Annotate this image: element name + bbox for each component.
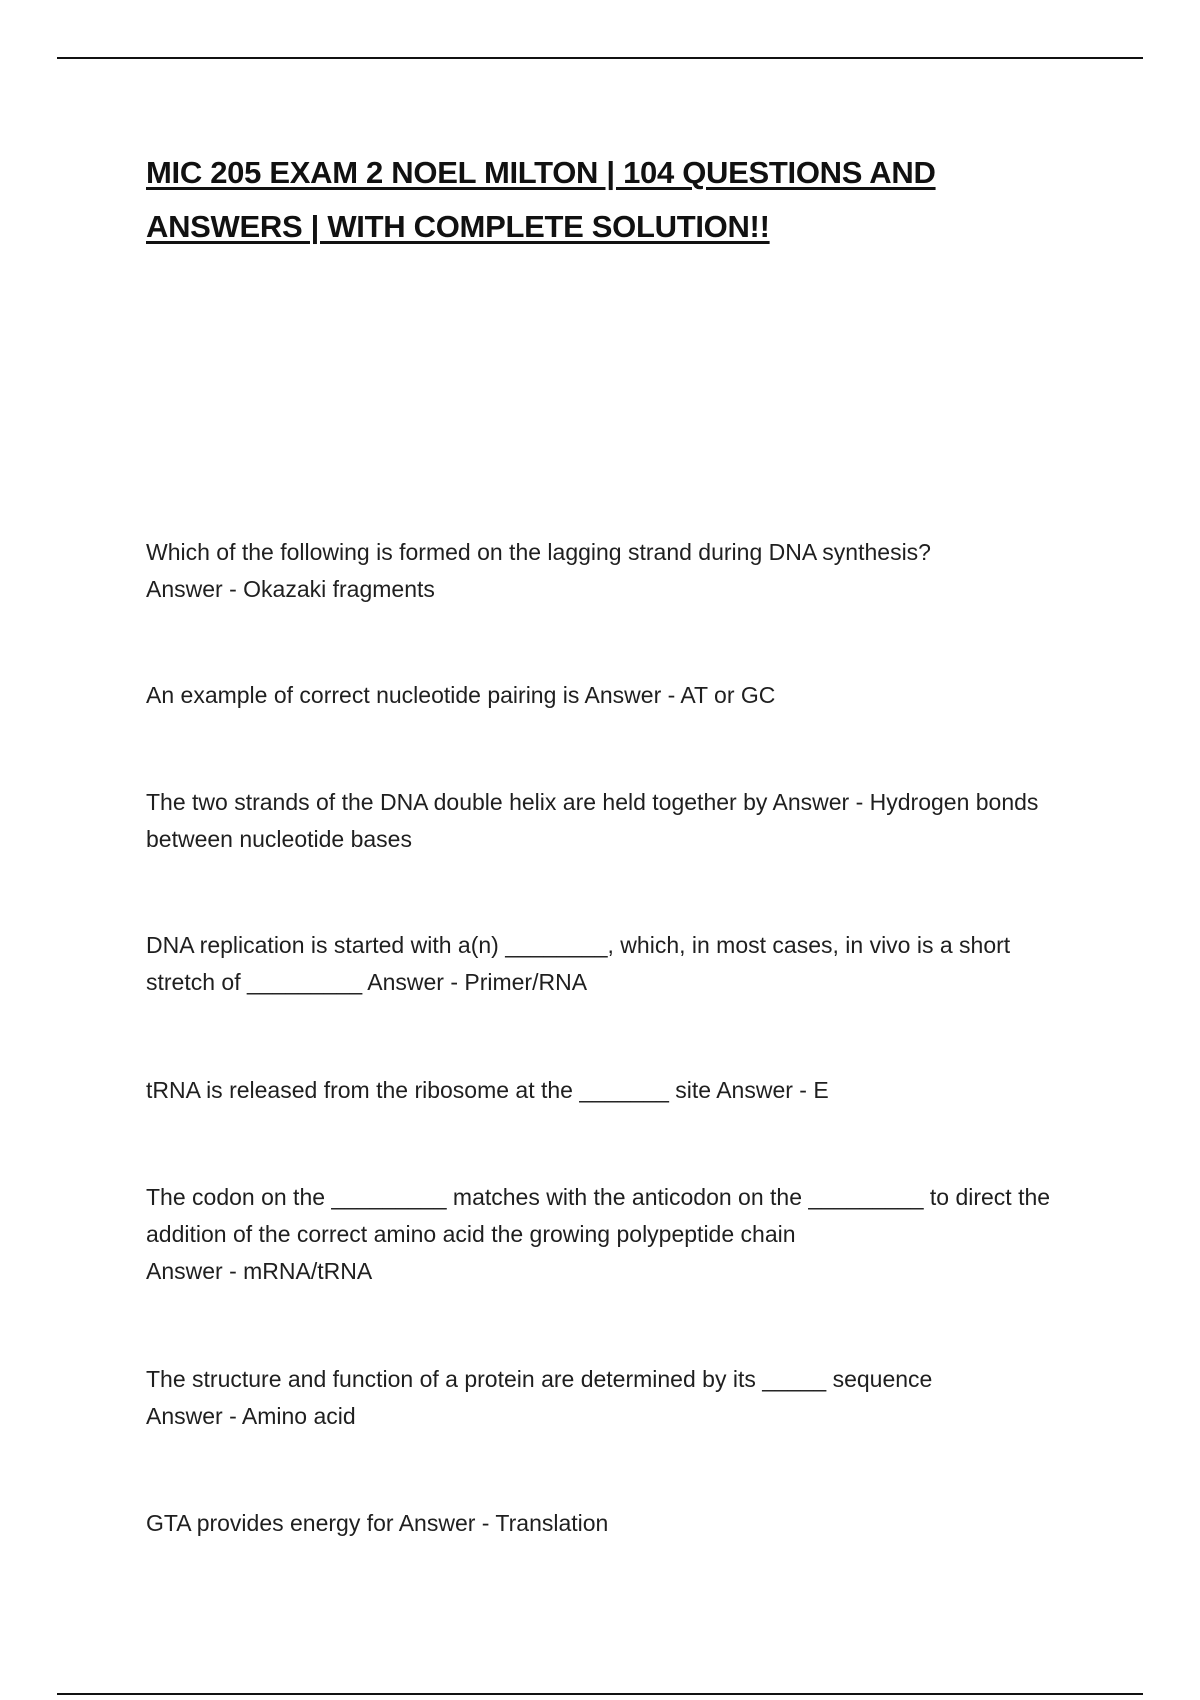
qa-item-1 — [146, 534, 1076, 608]
qa-item-3 — [146, 784, 1076, 858]
answer-text: Answer - Amino acid — [146, 1403, 356, 1429]
question-text: An example of correct nucleotide pairing is — [146, 682, 585, 708]
qa-item-2 — [146, 677, 1076, 714]
qa-item-7 — [146, 1361, 1076, 1435]
answer-text: Answer - Okazaki fragments — [146, 576, 435, 602]
top-rule — [57, 57, 1143, 59]
qa-item-8 — [146, 1505, 1076, 1542]
question-text: DNA replication is started with a(n) ________, which, in most cases, in vivo is a short stretch of _________ — [146, 932, 1011, 995]
qa-item-4 — [146, 927, 1076, 1001]
answer-text: Answer - E — [716, 1077, 829, 1103]
answer-text: Answer - AT or GC — [584, 682, 776, 708]
question-text: The structure and function of a protein are determined by its _____ sequence — [146, 1366, 933, 1392]
question-text: Which of the following is formed on the lagging strand during DNA synthesis? — [146, 539, 931, 565]
question-text: tRNA is released from the ribosome at the _______ site — [146, 1077, 717, 1103]
question-text: The codon on the _________ matches with the anticodon on the _________ to direct the addition of the correct amino acid the growing polypeptide chain — [146, 1184, 1051, 1247]
answer-text: Answer - Hydrogen bonds between nucleotide bases — [146, 789, 1039, 852]
qa-item-6 — [146, 1179, 1076, 1290]
answer-text: Answer - mRNA/tRNA — [146, 1258, 373, 1284]
qa-item-5 — [146, 1072, 1076, 1109]
question-text: The two strands of the DNA double helix are held together by — [146, 789, 773, 815]
bottom-rule — [57, 1693, 1143, 1695]
document-title: MIC 205 EXAM 2 NOEL MILTON | 104 QUESTIONS AND ANSWERS | WITH COMPLETE SOLUTION!! — [146, 155, 936, 244]
answer-text: Answer - Translation — [398, 1510, 609, 1536]
answer-text: Answer - Primer/RNA — [367, 969, 588, 995]
question-text: GTA provides energy for — [146, 1510, 399, 1536]
